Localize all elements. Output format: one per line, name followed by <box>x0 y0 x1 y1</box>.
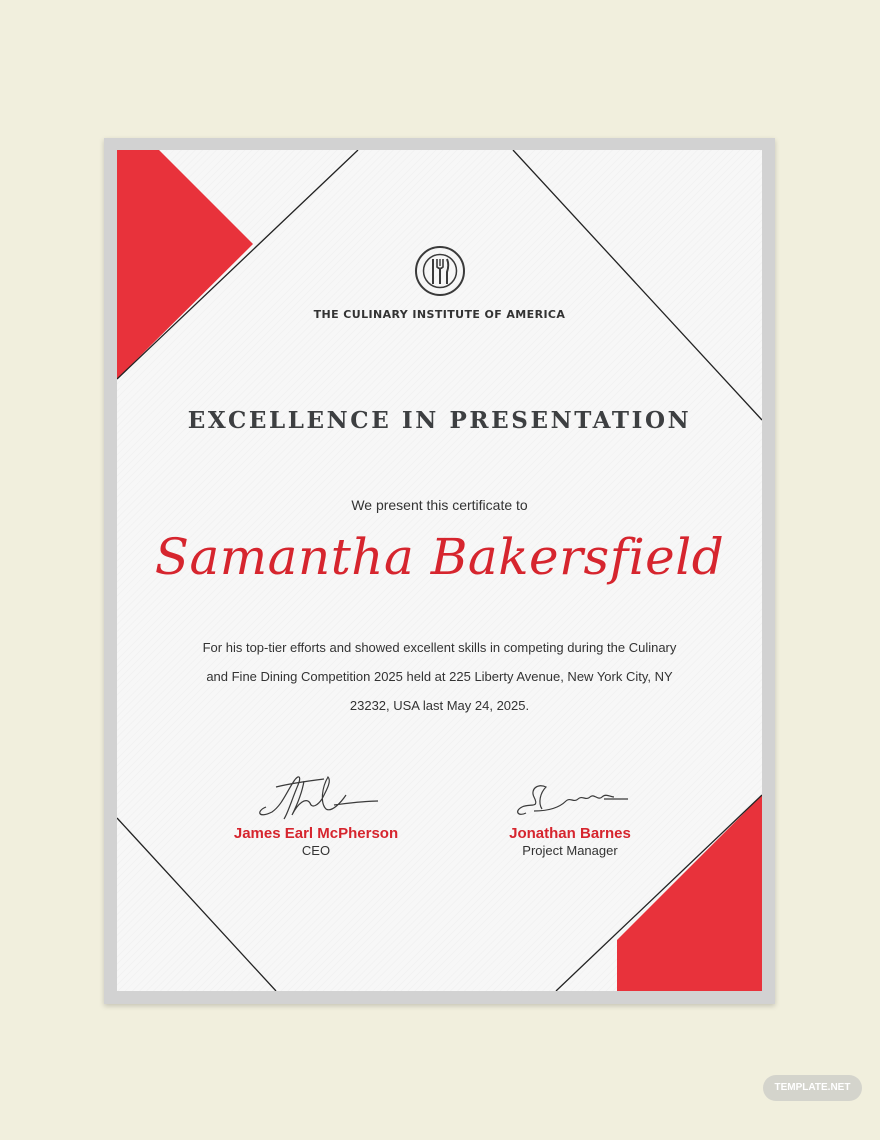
certificate-description: For his top-tier efforts and showed excellent skills in competing during the Culinary and Fine Dining Competition 2025 held at 225 Liberty Avenue, New York City, NY 23232, USA last May 24, 2025. <box>202 640 677 713</box>
signatory-name: James Earl McPherson <box>233 825 399 842</box>
certificate-paper <box>117 150 762 991</box>
top-right-diagonal-line <box>513 150 762 420</box>
certificate-title: EXCELLENCE IN PRESENTATION <box>187 407 692 434</box>
cutlery-icon <box>414 245 466 297</box>
signatory-role: CEO <box>301 843 331 858</box>
recipient-name: Samantha Bakersfield <box>154 528 725 586</box>
signature-image <box>500 767 640 823</box>
signature-image <box>246 767 386 823</box>
signature-block-manager <box>460 767 680 858</box>
top-left-red-triangle <box>117 150 253 379</box>
certificate-intro: We present this certificate to <box>351 497 528 513</box>
signatory-role: Project Manager <box>522 843 618 858</box>
signature-block-ceo <box>206 767 426 858</box>
signatory-name: Jonathan Barnes <box>509 825 631 842</box>
template-watermark[interactable]: TEMPLATE.NET <box>763 1075 862 1101</box>
organization-name: THE CULINARY INSTITUTE OF AMERICA <box>313 308 566 321</box>
